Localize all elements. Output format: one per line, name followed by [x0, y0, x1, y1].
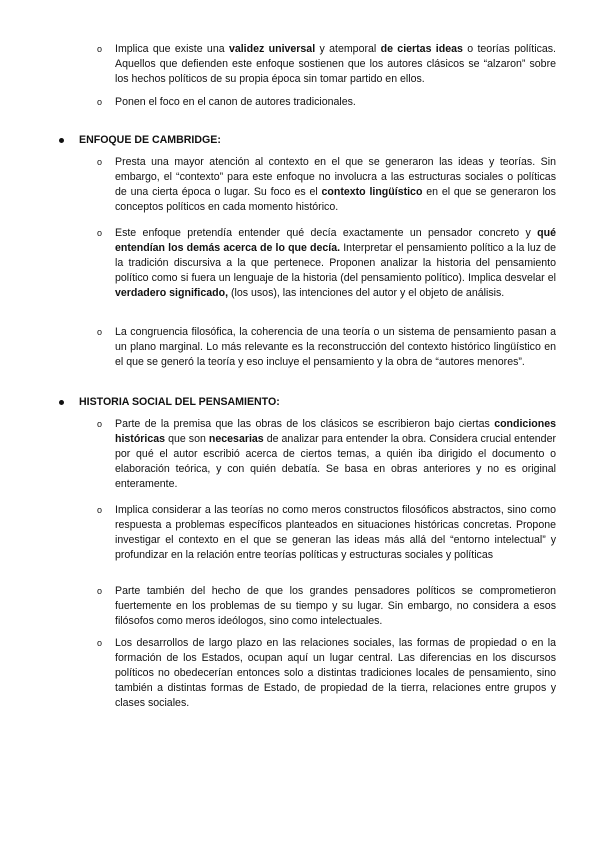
list-item: Implica considerar a las teorías no como meros constructos filosóficos abstractos, sino como respuesta a problemas específicos planteados en situaciones históricas concretas. Propone investigar el contexto en el que se generan las ideas más allá del “entorno intelectual” y profundizar en la relación entre teorías políticas y estructuras sociales y políticas: [115, 504, 556, 561]
list-item: Este enfoque pretendía entender qué decía exactamente un pensador concreto y qué entendían los demás acerca de lo que decía. Interpretar el pensamiento político a la luz de la tradición discursiva a la que pertenece. Proponen analizar la historia del pensamiento político como si fuera un lenguaje de la historia (del pensamiento político). Implica desvelar el verdadero significado, (los usos), las intenciones del autor y el objeto de análisis.: [115, 227, 556, 299]
list-item: Parte de la premisa que las obras de los clásicos se escribieron bajo ciertas condiciones históricas que son necesarias de analizar para entender la obra. Considera crucial entender por qué el autor escribió acerca de ciertos temas, a quién iba dirigido el documento o elaboración teórica, y con quién debatía. Se basa en obras anteriores y no es original enteramente.: [115, 418, 556, 490]
list-item: Parte también del hecho de que los grandes pensadores políticos se comprometieron fuertemente en los problemas de su tiempo y su lugar. Sin embargo, no considera a esos filósofos como meros ideólogos, sino como intelectuales.: [115, 585, 556, 627]
circle-bullet-icon: o: [97, 97, 103, 107]
section-bullet-icon: [59, 400, 64, 405]
circle-bullet-icon: o: [97, 505, 103, 515]
section-heading: HISTORIA SOCIAL DEL PENSAMIENTO:: [79, 396, 280, 408]
circle-bullet-icon: o: [97, 419, 103, 429]
list-item: Ponen el foco en el canon de autores tradicionales.: [115, 96, 356, 108]
list-item: Los desarrollos de largo plazo en las relaciones sociales, las formas de propiedad o en la formación de los Estados, ocupan aquí un lugar central. Las diferencias en los discursos políticos no obedecerían entonces solo a distintas tradiciones locales de pensamiento, sino también a distintas formas de Estado, de propiedad de la tierra, relaciones entre grupos y clases sociales.: [115, 637, 556, 709]
circle-bullet-icon: o: [97, 586, 103, 596]
circle-bullet-icon: o: [97, 327, 103, 337]
circle-bullet-icon: o: [97, 44, 103, 54]
circle-bullet-icon: o: [97, 638, 103, 648]
section-bullet-icon: [59, 138, 64, 143]
list-item: Implica que existe una validez universal y atemporal de ciertas ideas o teorías políticas. Aquellos que defienden este enfoque sostienen que los autores clásicos se “alzaron” sobre los hechos políticos de su propia época sin tomar partido en ellos.: [115, 43, 556, 85]
circle-bullet-icon: o: [97, 157, 103, 167]
section-heading: ENFOQUE DE CAMBRIDGE:: [79, 134, 221, 146]
list-item: La congruencia filosófica, la coherencia de una teoría o un sistema de pensamiento pasan a un plano marginal. Lo más relevante es la reconstrucción del contexto histórico lingüístico en el que se generó la teoría y eso incluye el pensamiento y la obra de “autores menores”.: [115, 326, 556, 368]
list-item: Presta una mayor atención al contexto en el que se generaron las ideas y teorías. Sin embargo, el “contexto” para este enfoque no involucra a las estructuras sociales o políticas de una cierta época o lugar. Su foco es el contexto lingüístico en el que se generaron los conceptos políticos en cada momento histórico.: [115, 156, 556, 213]
circle-bullet-icon: o: [97, 228, 103, 238]
